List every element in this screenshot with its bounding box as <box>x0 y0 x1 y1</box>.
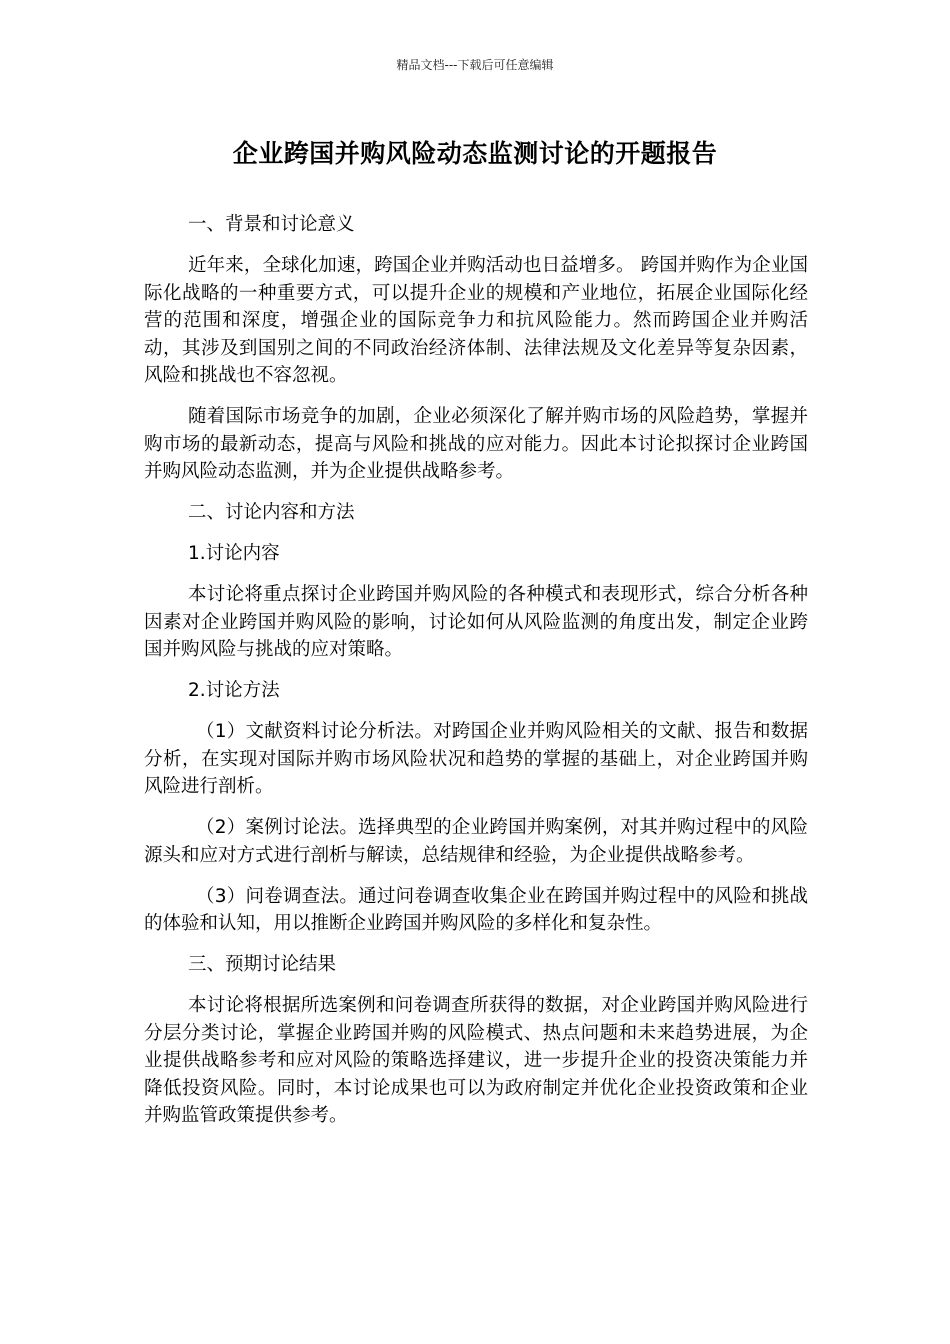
section1-heading: 一、背景和讨论意义 <box>188 214 355 235</box>
method-1-paragraph: （1）文献资料讨论分析法。对跨国企业并购风险相关的文献、报告和数据分析，在实现对国际并购市场风险状况和趋势的掌握的基础上，对企业跨国并购风险进行剖析。 <box>144 721 808 797</box>
document-title: 企业跨国并购风险动态监测讨论的开题报告 <box>232 139 718 168</box>
section2-sub1-heading: 1.讨论内容 <box>188 543 280 564</box>
section2-heading: 二、讨论内容和方法 <box>188 502 355 523</box>
section2-sub1-paragraph: 本讨论将重点探讨企业跨国并购风险的各种模式和表现形式，综合分析各种因素对企业跨国并购风险的影响，讨论如何从风险监测的角度出发，制定企业跨国并购风险与挑战的应对策略。 <box>144 584 808 660</box>
section1-paragraph-1: 近年来，全球化加速，跨国企业并购活动也日益增多。 跨国并购作为企业国际化战略的一种重要方式，可以提升企业的规模和产业地位，拓展企业国际化经营的范围和深度，增强企业的国际竞争力和抗风险能力。然而跨国企业并购活动，其涉及到国别之间的不同政治经济体制、法律法规及文化差异等复杂因素，风险和挑战也不容忽视。 <box>144 255 808 386</box>
method-3-paragraph: （3）问卷调查法。通过问卷调查收集企业在跨国并购过程中的风险和挑战的体验和认知，用以推断企业跨国并购风险的多样化和复杂性。 <box>144 885 808 934</box>
section1-paragraph-2: 随着国际市场竞争的加剧，企业必须深化了解并购市场的风险趋势，掌握并购市场的最新动态，提高与风险和挑战的应对能力。因此本讨论拟探讨企业跨国并购风险动态监测，并为企业提供战略参考。 <box>144 406 808 482</box>
section3-paragraph-1: 本讨论将根据所选案例和问卷调查所获得的数据，对企业跨国并购风险进行分层分类讨论，掌握企业跨国并购的风险模式、热点问题和未来趋势进展，为企业提供战略参考和应对风险的策略选择建议，进一步提升企业的投资决策能力并降低投资风险。同时，本讨论成果也可以为政府制定并优化企业投资政策和企业并购监管政策提供参考。 <box>144 995 808 1126</box>
section3-heading: 三、预期讨论结果 <box>188 954 337 975</box>
method-2-paragraph: （2）案例讨论法。选择典型的企业跨国并购案例，对其并购过程中的风险源头和应对方式进行剖析与解读，总结规律和经验，为企业提供战略参考。 <box>144 817 808 866</box>
document-body <box>144 211 808 1143</box>
page-header: 精品文档---下载后可任意编辑 <box>396 58 554 72</box>
section2-sub2-heading: 2.讨论方法 <box>188 680 280 701</box>
